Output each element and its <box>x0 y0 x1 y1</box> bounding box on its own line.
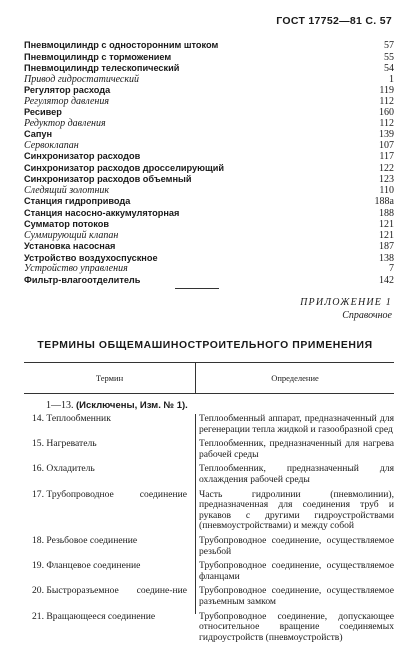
term-name <box>32 490 114 532</box>
term-name <box>32 536 137 557</box>
index-page: 139 <box>379 129 394 140</box>
index-term: Редуктор давления <box>24 117 106 129</box>
term-number: 14. <box>32 413 44 424</box>
term-cell <box>24 586 187 607</box>
definition-cell: Трубопроводное соединение, осуществляемое фланцами <box>199 560 394 582</box>
term-number: 19. <box>32 560 44 572</box>
term-name <box>32 414 111 435</box>
index-page: 7 <box>389 263 394 274</box>
index-page: 107 <box>379 139 394 151</box>
definition-cell: Часть гидролинии (пневмолинии), предназначенная для соединения труб и рукавов с другими гидроустройствами (пневмоустройствами) и между собой <box>199 488 394 532</box>
index-page: 142 <box>379 274 394 286</box>
index-page: 121 <box>379 219 394 230</box>
definition-cell: Теплообменный аппарат, предназначенный для регенерации тепла жидкой и газообразной сред <box>199 413 394 435</box>
index-page: 112 <box>379 117 394 129</box>
index-page: 1 <box>389 73 394 85</box>
index-page: 122 <box>379 162 394 174</box>
index-entry <box>24 63 394 75</box>
index-term: Суммирующий клапан <box>24 229 119 241</box>
index-entry <box>24 151 394 163</box>
definition-cell: Трубопроводное соединение, допускающее относительное вращение соединяемых гидроустройств (пневмоустройств) <box>199 610 394 643</box>
index-term: Фильтр-влагоотделитель <box>24 274 141 285</box>
term-name <box>32 464 95 485</box>
term-text: Резьбовое соединение <box>46 534 138 546</box>
index-page: 160 <box>379 107 394 118</box>
index-entry <box>24 219 394 231</box>
index-term: Сервоклапан <box>24 139 79 151</box>
index-entry <box>24 97 394 108</box>
term-text: Фланцевое соединение <box>46 560 141 572</box>
index-entry <box>24 275 394 287</box>
index-entry <box>24 40 394 52</box>
excluded-text: (Исключены, Изм. № 1). <box>76 400 188 411</box>
index-entry <box>24 129 394 141</box>
index-term: Синхронизатор расходов <box>24 151 141 161</box>
index-page: 123 <box>379 174 394 185</box>
index-term: Синхронизатор расходов дросселирующий <box>24 162 225 173</box>
index-entry <box>24 174 394 186</box>
index-page: 54 <box>384 63 394 74</box>
column-header-definition: Определение <box>271 373 319 383</box>
index-entry <box>24 141 394 152</box>
index-term: Сапун <box>24 129 53 139</box>
table-row <box>24 561 394 582</box>
index-page: 110 <box>379 184 394 196</box>
term-cell <box>24 612 187 644</box>
index-page: 187 <box>379 241 394 252</box>
table-row <box>24 439 394 460</box>
index-entry <box>24 208 394 220</box>
definition-cell: Трубопроводное соединение, осуществляемое резьбой <box>199 534 394 557</box>
column-header-term: Термин <box>95 373 124 383</box>
term-text: Трубопроводное <box>46 488 114 500</box>
index-term: Пневмоцилиндр с односторонним штоком <box>24 40 219 50</box>
definitions-table <box>24 414 394 647</box>
term-number: 21. <box>32 610 44 622</box>
index-page: 117 <box>379 151 394 162</box>
definition-cell: Теплообменник, предназначенный для нагрева рабочей среды <box>199 438 394 460</box>
index-entry <box>24 264 394 275</box>
table-header <box>24 362 394 394</box>
index-page: 119 <box>379 85 394 96</box>
term-name <box>32 586 119 607</box>
index-term: Ресивер <box>24 107 62 117</box>
index-term: Станция гидропривода <box>24 196 131 206</box>
term-number: 17. <box>32 488 44 500</box>
index-entry <box>24 75 394 86</box>
table-row <box>24 586 394 607</box>
term-name <box>32 612 155 644</box>
term-number: 15. <box>32 438 44 450</box>
index-term: Устройство воздухоспускное <box>24 252 158 263</box>
appendix-type: Справочное <box>342 310 392 321</box>
term-text: Охладитель <box>46 463 95 475</box>
table-row <box>24 612 394 644</box>
term-number: 20. <box>32 585 44 597</box>
index-page: 55 <box>384 51 394 63</box>
index-page: 57 <box>384 40 394 51</box>
term-text: Нагреватель <box>46 438 97 450</box>
excluded-note <box>46 400 188 411</box>
index-entry <box>24 107 394 119</box>
index-entry <box>24 196 394 208</box>
index-term: Установка насосная <box>24 241 116 251</box>
index-term: Станция насосно-аккумуляторная <box>24 207 180 218</box>
index-term: Устройство управления <box>24 263 128 274</box>
index-entry <box>24 186 394 197</box>
term-number: 16. <box>32 463 44 475</box>
table-row <box>24 536 394 557</box>
index-page: 138 <box>379 252 394 264</box>
index-entry <box>24 119 394 130</box>
term-text: Быстроразъемное <box>46 585 119 597</box>
appendix-number: ПРИЛОЖЕНИЕ 1 <box>300 297 392 308</box>
term-cell <box>24 536 187 557</box>
section-title: ТЕРМИНЫ ОБЩЕМАШИНОСТРОИТЕЛЬНОГО ПРИМЕНЕНИЯ <box>37 340 373 351</box>
appendix-label <box>300 296 392 322</box>
index-page: 121 <box>379 229 394 241</box>
index-term: Сумматор потоков <box>24 219 110 229</box>
index-term: Регулятор давления <box>24 95 110 107</box>
index-term: Пневмоцилиндр телескопический <box>24 63 180 73</box>
page-header: ГОСТ 17752—81 С. 57 <box>276 15 392 27</box>
index-term: Пневмоцилиндр с торможением <box>24 51 172 62</box>
term-text-continued: соединение <box>139 488 187 500</box>
table-row <box>24 464 394 485</box>
index-entry <box>24 231 394 242</box>
term-cell <box>24 439 187 460</box>
term-text-continued: соедине-ние <box>136 585 187 597</box>
definition-cell: Трубопроводное соединение, осуществляемое разъемным замком <box>199 585 394 607</box>
index-term: Регулятор расхода <box>24 85 111 95</box>
index-page: 188 <box>379 207 394 219</box>
definition-cell: Теплообменник, предназначенный для охлаждения рабочей среды <box>199 463 394 485</box>
table-row <box>24 414 394 435</box>
term-cell <box>24 561 187 582</box>
index-term: Привод гидростатический <box>24 73 140 85</box>
index-entry <box>24 163 394 175</box>
term-cell <box>24 414 187 435</box>
excluded-range: 1—13. <box>46 400 74 411</box>
term-name <box>32 439 97 460</box>
index-entry <box>24 85 394 97</box>
term-cell <box>24 464 187 485</box>
term-text: Теплообменник <box>46 413 111 424</box>
separator-line <box>175 288 219 289</box>
index-entry <box>24 241 394 253</box>
index-entry <box>24 52 394 64</box>
index-term: Синхронизатор расходов объемный <box>24 174 192 184</box>
index-page: 188а <box>374 196 394 207</box>
term-number: 18. <box>32 534 44 546</box>
table-row <box>24 490 394 532</box>
term-name <box>32 561 140 582</box>
term-index <box>24 40 394 286</box>
term-text: Вращающееся соединение <box>46 610 156 622</box>
index-term: Следящий золотник <box>24 184 110 196</box>
term-cell <box>24 490 187 532</box>
index-page: 112 <box>379 95 394 107</box>
